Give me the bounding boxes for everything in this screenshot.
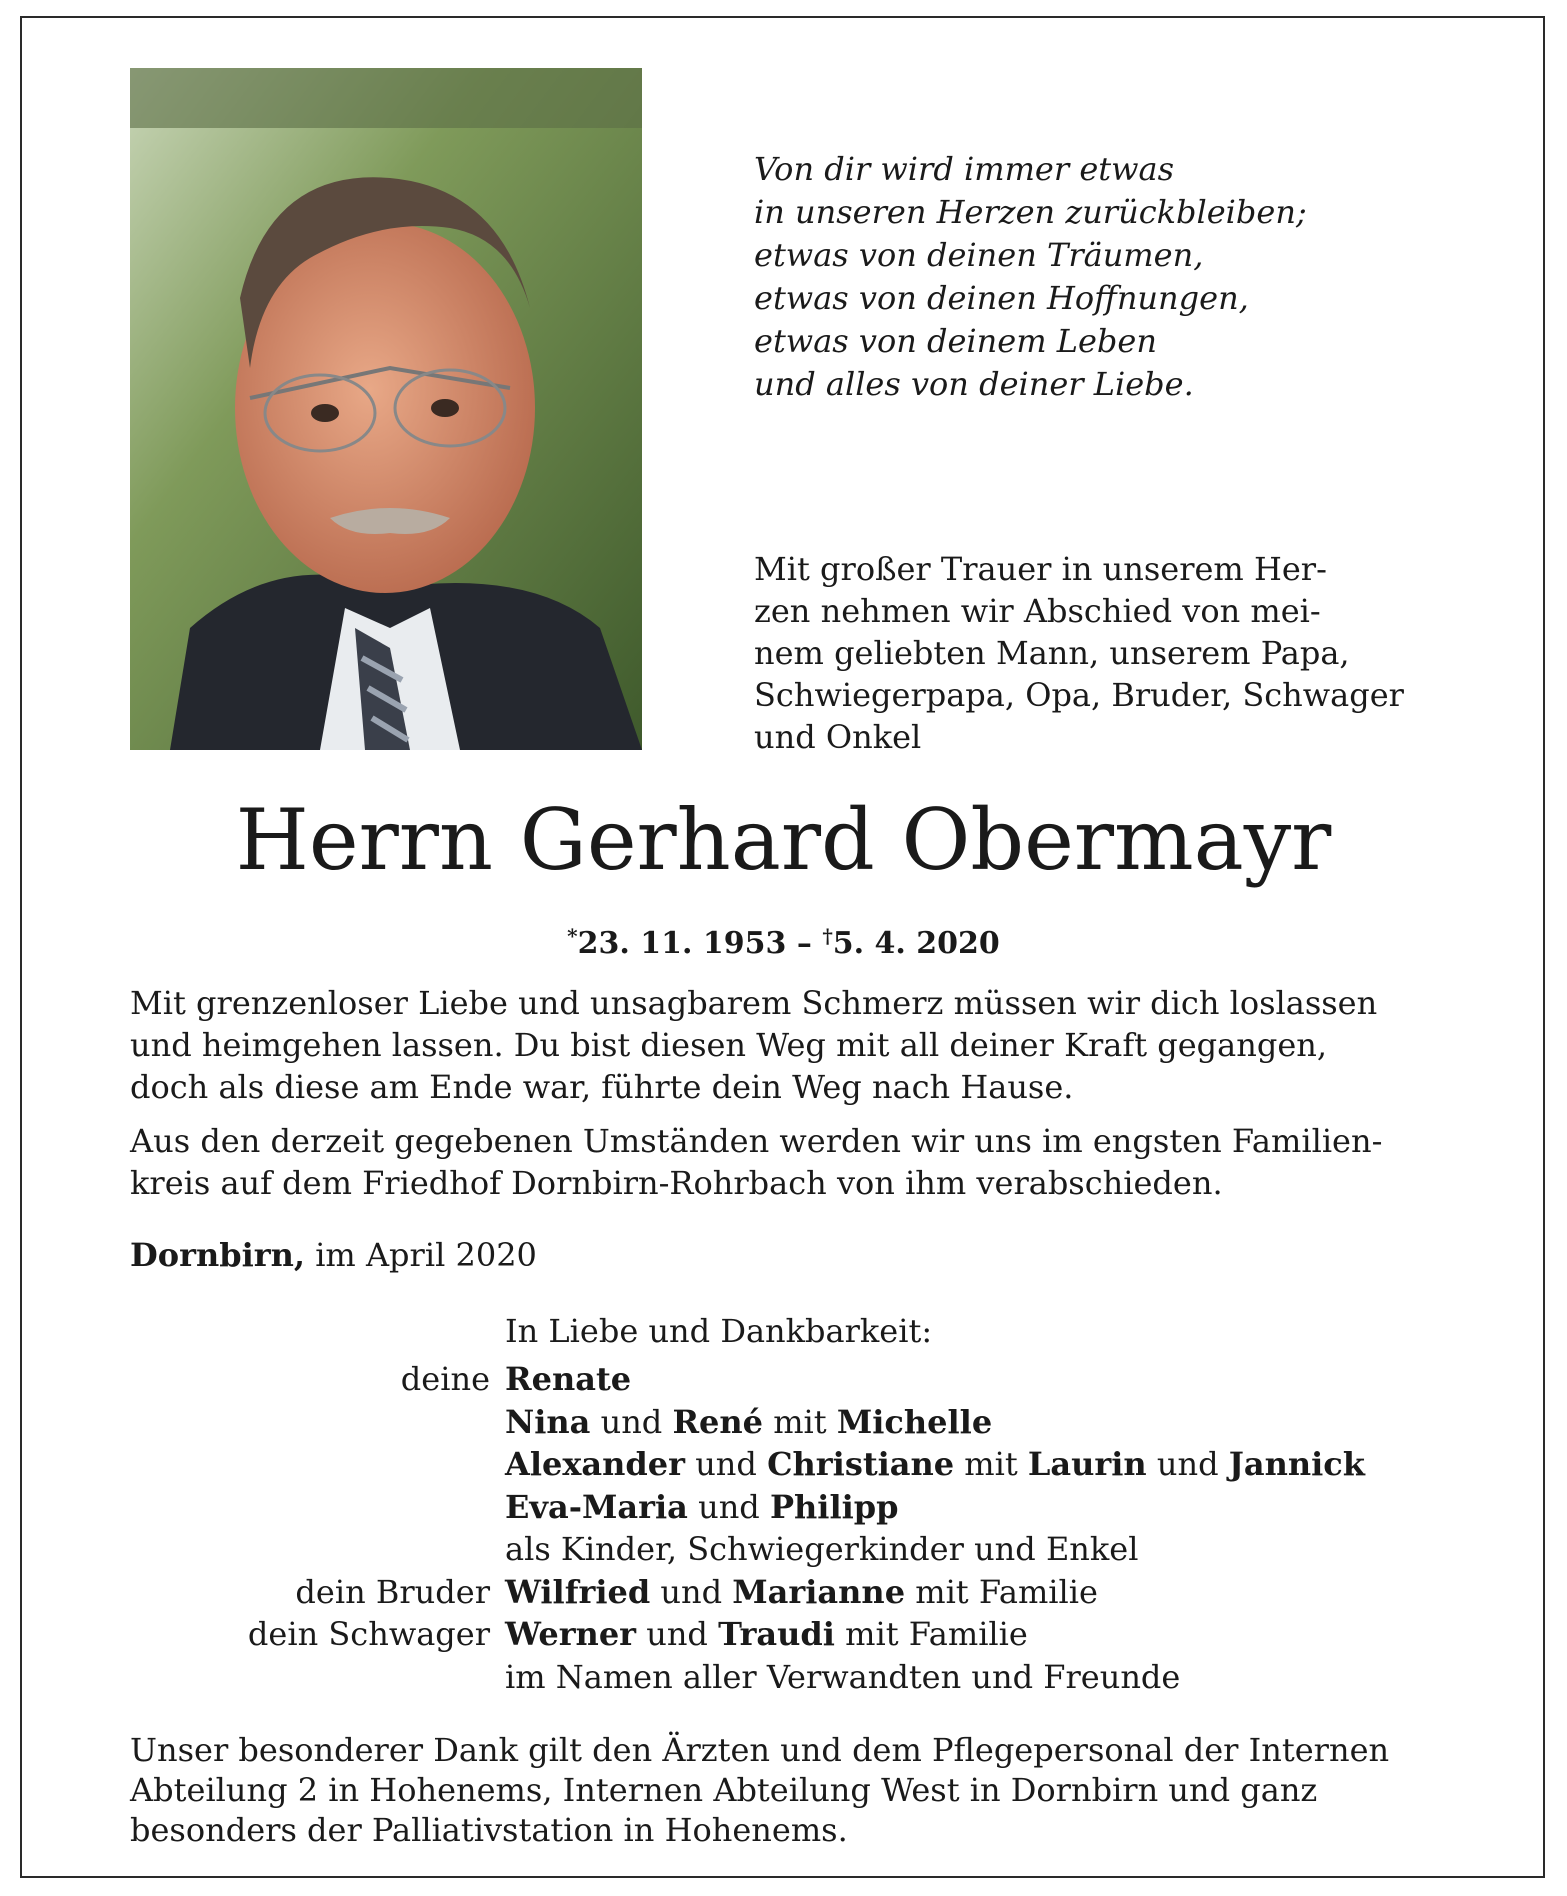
family-row	[0, 1443, 1567, 1486]
family-member: Christiane	[767, 1445, 955, 1483]
connector: und	[590, 1402, 673, 1441]
family-row	[0, 1528, 1567, 1571]
paragraph-line: Aus den derzeit gegebenen Umständen werden wir uns im engsten Familien-	[130, 1122, 1383, 1160]
family-row	[0, 1401, 1567, 1444]
paragraph-line: und heimgehen lassen. Du bist diesen Weg mit all deiner Kraft gegangen,	[130, 1026, 1328, 1064]
place-date	[130, 1234, 537, 1276]
paragraph-farewell	[130, 982, 1436, 1108]
place-month: im April 2020	[305, 1236, 537, 1274]
family-names	[505, 1571, 1098, 1614]
poem-line: etwas von deinen Träumen,	[754, 236, 1204, 274]
family-note: als Kinder, Schwiegerkinder und Enkel	[505, 1530, 1139, 1568]
portrait-photo	[130, 68, 642, 750]
deceased-name: Herrn Gerhard Obermayr	[235, 791, 1332, 889]
intro-line: Schwiegerpapa, Opa, Bruder, Schwager	[754, 676, 1404, 714]
family-row	[0, 1358, 1567, 1401]
relation-label: deine	[400, 1360, 490, 1398]
family-note: im Namen aller Verwandten und Freunde	[505, 1657, 1181, 1696]
family-row	[0, 1571, 1567, 1614]
signoff: In Liebe und Dankbarkeit:	[505, 1312, 933, 1350]
death-date: 5. 4. 2020	[832, 926, 1000, 961]
family-names	[505, 1486, 899, 1529]
birth-symbol: *	[567, 924, 578, 948]
intro-line: zen nehmen wir Abschied von mei-	[754, 592, 1321, 630]
family-member: René	[672, 1402, 764, 1441]
family-member: Nina	[505, 1402, 591, 1441]
connector: mit Familie	[905, 1572, 1098, 1611]
family-row	[0, 1486, 1567, 1529]
poem	[754, 148, 1454, 406]
family-member: Traudi	[718, 1615, 835, 1653]
family-names	[505, 1358, 631, 1401]
paragraph-funeral	[130, 1120, 1436, 1204]
poem-line: und alles von deiner Liebe.	[754, 365, 1194, 403]
family-names	[505, 1401, 992, 1444]
paragraph-line: Mit grenzenloser Liebe und unsagbarem Schmerz müssen wir dich loslassen	[130, 984, 1378, 1022]
intro-line-text: Mit großer Trauer in unserem Her-	[754, 550, 1327, 588]
family-member: Eva-Maria	[505, 1487, 688, 1526]
connector: und	[687, 1487, 770, 1526]
thanks-line: Unser besonderer Dank gilt den Ärzten und dem Pflegepersonal der Internen	[130, 1731, 1390, 1769]
connector: mit	[763, 1402, 837, 1441]
family-row	[0, 1613, 1567, 1656]
family-member: Michelle	[836, 1402, 993, 1441]
intro-line	[754, 548, 1436, 590]
family-member: Laurin	[1027, 1445, 1147, 1483]
poem-line: Von dir wird immer etwas	[754, 150, 1174, 188]
relation-label: dein Schwager	[247, 1615, 490, 1653]
family-member: Wilfried	[505, 1572, 651, 1611]
family-names	[505, 1613, 1028, 1656]
paragraph-line: doch als diese am Ende war, führte dein Weg nach Hause.	[130, 1068, 1074, 1106]
poem-line: etwas von deinem Leben	[754, 322, 1157, 360]
poem-line: etwas von deinen Hoffnungen,	[754, 279, 1249, 317]
family-member: Alexander	[505, 1445, 686, 1483]
intro-text	[754, 548, 1436, 758]
death-symbol: †	[822, 924, 833, 948]
connector: und	[1146, 1445, 1229, 1483]
poem-line: in unseren Herzen zurückbleiben;	[754, 193, 1307, 231]
family-names	[505, 1443, 1365, 1486]
connector: und	[650, 1572, 733, 1611]
relation-label: dein Bruder	[295, 1572, 490, 1611]
connector: und	[636, 1615, 719, 1653]
intro-line: und Onkel	[754, 718, 922, 756]
family-member: Philipp	[769, 1487, 899, 1526]
family-row	[0, 1656, 1567, 1699]
family-member: Renate	[505, 1360, 632, 1398]
family-member: Werner	[505, 1615, 637, 1653]
paragraph-line: kreis auf dem Friedhof Dornbirn-Rohrbach von ihm verabschieden.	[130, 1164, 1223, 1202]
connector: mit Familie	[834, 1615, 1028, 1653]
thanks-line: besonders der Palliativstation in Hohenems.	[130, 1811, 848, 1849]
family-member: Marianne	[732, 1572, 906, 1611]
date-separator: –	[786, 926, 823, 961]
birth-date: 23. 11. 1953	[577, 926, 787, 961]
family-member: Jannick	[1228, 1445, 1365, 1483]
thanks-line: Abteilung 2 in Hohenems, Internen Abteilung West in Dornbirn und ganz	[130, 1771, 1318, 1809]
place-city: Dornbirn,	[130, 1236, 306, 1274]
life-dates	[0, 916, 1567, 964]
intro-line: nem geliebten Mann, unserem Papa,	[754, 634, 1350, 672]
connector: mit	[954, 1445, 1028, 1483]
thanks-paragraph	[130, 1730, 1436, 1850]
connector: und	[685, 1445, 768, 1483]
family-list	[0, 1358, 1567, 1698]
